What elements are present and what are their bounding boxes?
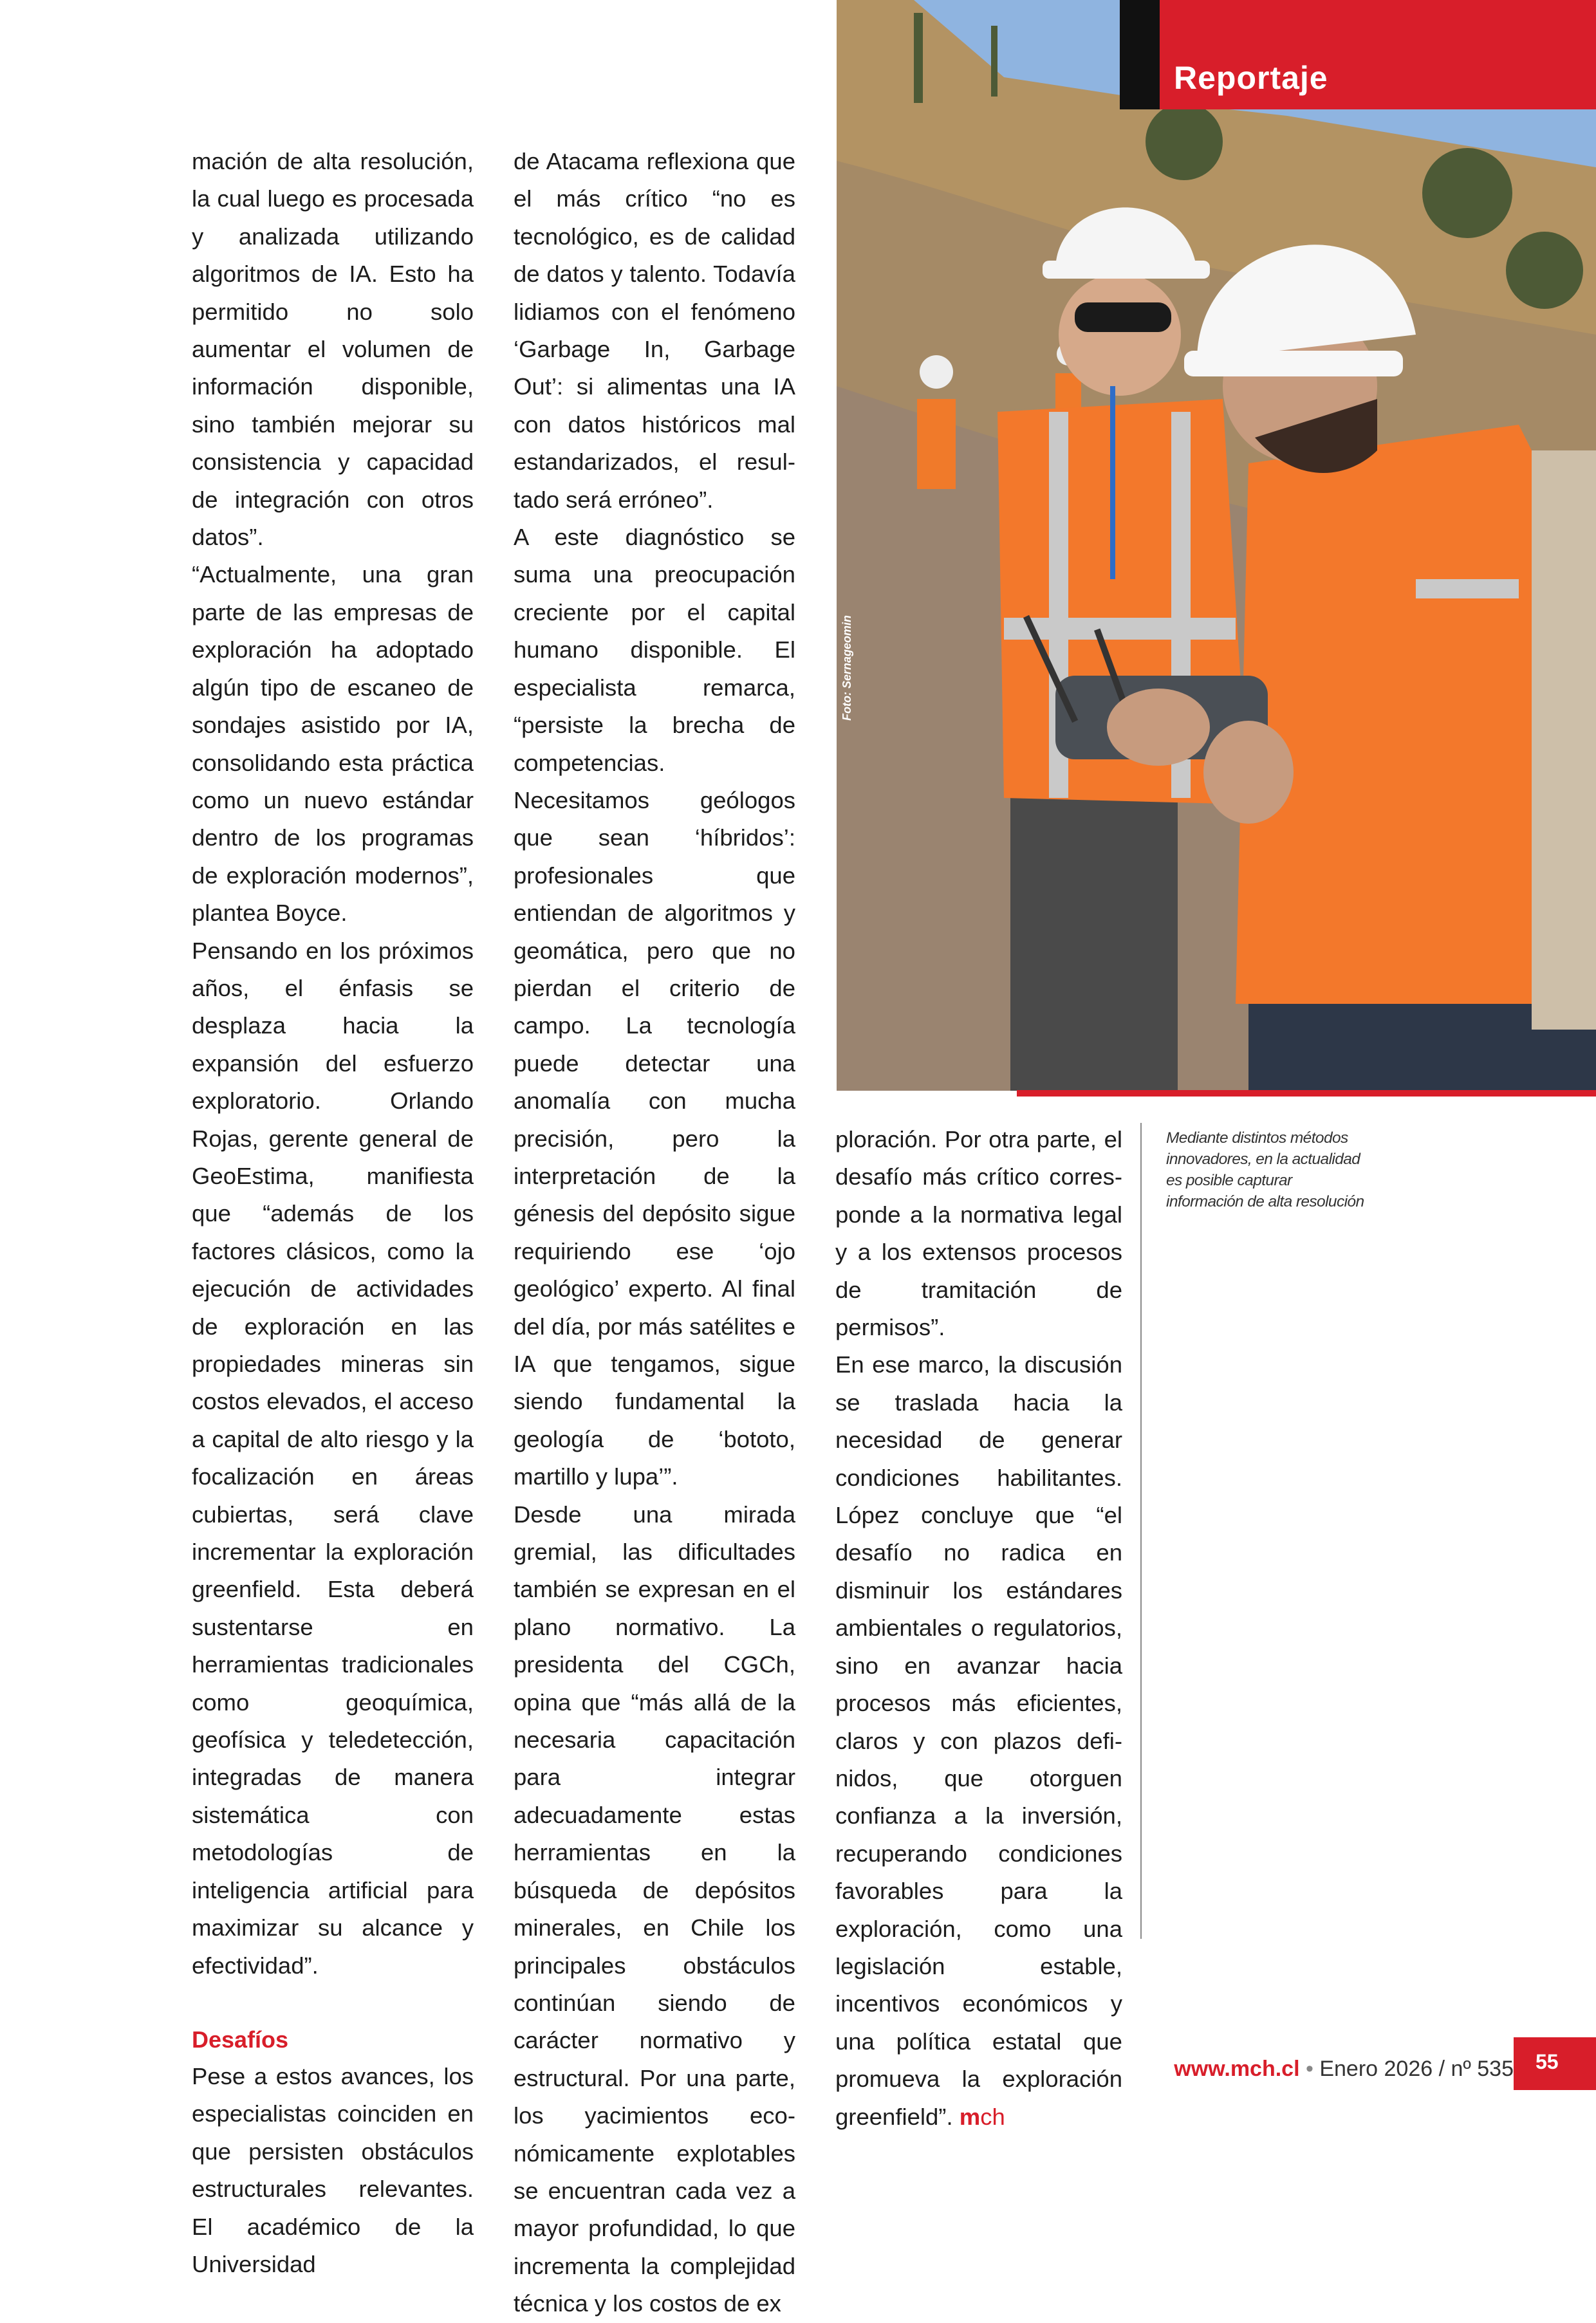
- paragraph: Pese a estos avances, los especialistas coinciden en que persisten obstáculos estructurales relevantes. El académico de la Universidad: [192, 2062, 474, 2277]
- mch-end-mark: mch: [959, 2103, 1005, 2130]
- footer-separator: •: [1305, 2057, 1313, 2081]
- section-label: Reportaje: [1174, 60, 1328, 96]
- paragraph: mación de alta resolución, la cual luego es procesada y analizada utilizando algoritmos de IA. Esto ha permitido no solo aumentar el volumen de información disponible, sino también mejorar su consistencia y capacidad de integración con otros datos”.: [192, 148, 474, 551]
- footer-issue: Enero 2026 / nº 535: [1319, 2057, 1514, 2081]
- caption-rule: [1140, 1123, 1142, 1939]
- column-2: [514, 143, 795, 2323]
- footer: [1094, 2057, 1514, 2082]
- section-tab: [1160, 0, 1596, 109]
- paragraph: de Atacama reflexiona que el más crítico “no es tecnológico, es de calidad de datos y talento. Todavía lidiamos con el fenómeno ‘Garbage In, Garbage Out’: si alimentas una IA con datos históricos mal estandarizados, el resultado será erróneo”.: [514, 148, 795, 513]
- paragraph-text: En ese marco, la discusión se traslada hacia la necesidad de generar condiciones habilitantes. López concluye que “el desafío no radica en disminuir los estándares ambientales o regulatorios, sino en avanzar hacia procesos más eficientes, claros y con plazos definidos, que otorguen confianza a la inversión, recuperando condiciones favorables para la exploración, como una legislación estable, incentivos económicos y una política estatal que promueva la exploración greenfield”.: [835, 1351, 1122, 2130]
- page-number-box: [1514, 2037, 1596, 2090]
- page-number: 55: [1536, 2050, 1559, 2073]
- paragraph: [835, 1346, 1122, 2136]
- column-3: [835, 1121, 1122, 2136]
- footer-site-link[interactable]: www.mch.cl: [1174, 2057, 1300, 2081]
- photo-caption: Mediante distintos métodos innovadores, en la actualidad es posible capturar información de alta resolución: [1166, 1129, 1364, 1210]
- paragraph: ploración. Por otra parte, el desafío más crítico corresponde a la normativa legal y a los extensos procesos de tramitación de permisos”.: [835, 1126, 1122, 1341]
- photo-credit: Foto: Sernageomin: [840, 615, 853, 721]
- header-black-block: [1120, 0, 1160, 109]
- paragraph: Desde una mirada gremial, las dificultades también se expresan en el plano normativo. La presidenta del CGCh, opina que “más allá de la necesaria capacitación para integrar adecuadamente estas herramientas en la búsqueda de depósitos minerales, en Chile los principales obstáculos continúan siendo de carácter normativo y estructural. Por una parte, los yacimientos económicamente explotables se encuentran cada vez a mayor profundidad, lo que incrementa la complejidad técnica y los costos de ex: [514, 1501, 795, 2317]
- column-1: [192, 143, 474, 2283]
- paragraph: A este diagnóstico se suma una preocupación creciente por el capital humano disponible. El especialista remarca, “persiste la brecha de competencias. Necesitamos geólogos que sean ‘híbridos’: profesionales que entiendan de algoritmos y geomática, pero que no pierdan el criterio de campo. La tecnología puede detectar una anomalía con mucha precisión, pero la interpretación de la génesis del depósito sigue requiriendo ese ‘ojo geológico’ experto. Al final del día, por más satélites e IA que tengamos, sigue siendo fundamental la geología de ‘bototo, martillo y lupa’”.: [514, 524, 795, 1490]
- paragraph: Pensando en los próximos años, el énfasis se desplaza hacia la expansión del esfuerzo exploratorio. Orlando Rojas, gerente general de GeoEstima, manifiesta que “además de los factores clásicos, como la ejecución de actividades de exploración en las propiedades mineras sin costos elevados, el acceso a capital de alto riesgo y la focalización en áreas cubiertas, será clave incrementar la exploración greenfield. Esta deberá sustentarse en herramientas tradicionales como geoquímica, geofísica y teledetección, integradas de manera sistemática con metodologías de inteligencia artificial para maximizar su alcance y efectividad”.: [192, 937, 474, 1979]
- paragraph: “Actualmente, una gran parte de las empresas de exploración ha adoptado algún tipo de escaneo de sondajes asistido por IA, consolidando esta práctica como un nuevo estándar dentro de los programas de exploración modernos”, plantea Boyce.: [192, 561, 474, 927]
- subhead-desafios: Desafíos: [192, 2026, 289, 2053]
- photo-red-rule: [1017, 1090, 1596, 1097]
- field-photo: [837, 0, 1596, 1091]
